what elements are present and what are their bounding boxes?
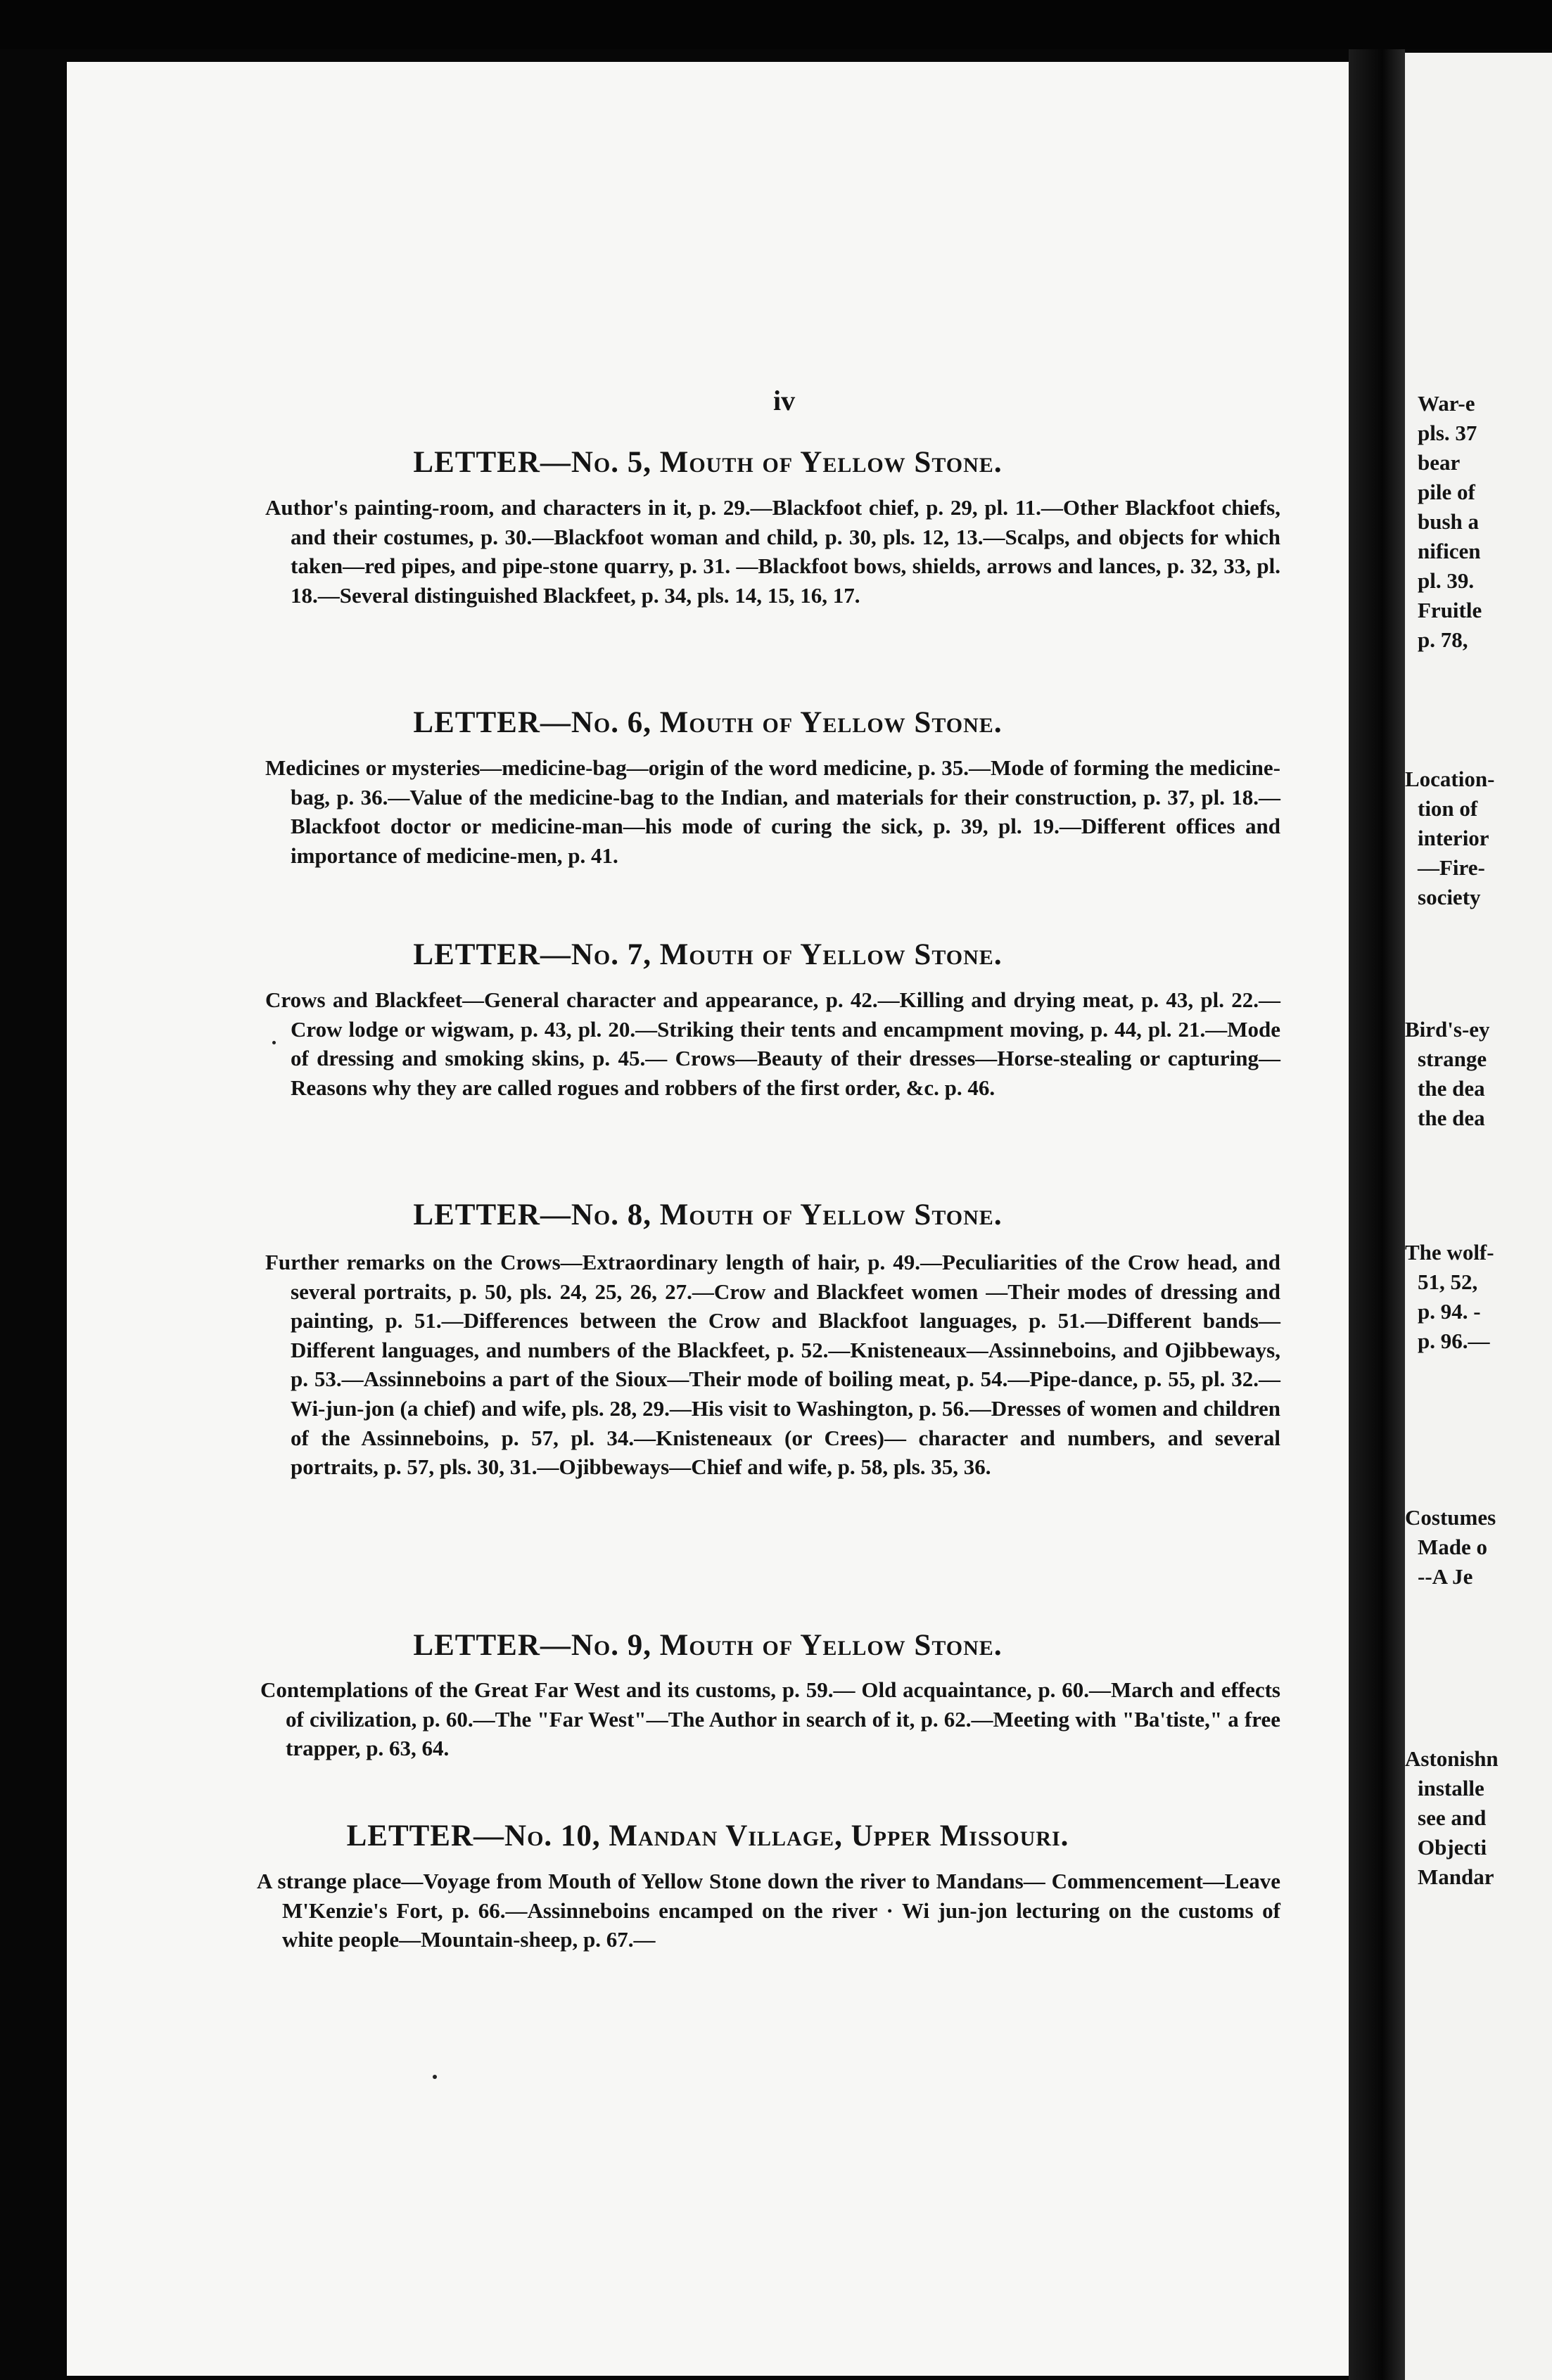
letter-6-heading: LETTER—No. 6, Mouth of Yellow Stone. — [413, 706, 1003, 739]
adjacent-line: p. 96.— — [1418, 1329, 1490, 1353]
letter-8-body: Further remarks on the Crows—Extraordinary length of hair, p. 49.—Peculiarities of the Crow head, and several portraits, p. 50, pls. 24, 25, 26, 27.—Crow and Blackfeet women —Their modes of dressing and painting, p. 51.—Differences between the Crow and Blackfoot languages, p. 51.—Different bands—Different languages, and numbers of the Blackfeet, p. 52.—Knisteneaux—Assinneboins, and Ojibbeways, p. 53.—Assinneboins a part of the Sioux—Their mode of boiling meat, p. 54.—Pipe-dance, p. 55, pl. 32.— Wi-jun-jon (a chief) and wife, pls. 28, 29.—His visit to Washington, p. 56.—Dresses of women and children of the Assinneboins, p. 57, pl. 34.—Knisteneaux (or Crees)— character and numbers, and several portraits, p. 57, pls. 30, 31.—Ojibbeways—Chief and wife, p. 58, pls. 35, 36. — [265, 1250, 1280, 1480]
book-page — [67, 62, 1349, 2376]
letter-5-heading: LETTER—No. 5, Mouth of Yellow Stone. — [413, 446, 1003, 479]
adjacent-line: pl. 39. — [1418, 568, 1475, 593]
adjacent-line: society — [1418, 885, 1481, 909]
adjacent-line: 51, 52, — [1418, 1269, 1478, 1294]
letter-7-body: Crows and Blackfeet—General character and appearance, p. 42.—Killing and drying meat, p. 43, pl. 22.—Crow lodge or wigwam, p. 43, pl. 20.—Striking their tents and encampment moving, p. 44, pl. 21.—Mode of dressing and smoking skins, p. 45.— Crows—Beauty of their dresses—Horse-stealing or capturing—Reasons why they are called rogues and robbers of the first order, &c. p. 46. — [265, 987, 1280, 1100]
adjacent-line: bush a — [1418, 509, 1480, 534]
adjacent-line: tion of — [1418, 796, 1478, 821]
adjacent-line: Objecti — [1418, 1835, 1487, 1860]
scan-speck — [433, 2075, 437, 2079]
adjacent-line: pls. 37 — [1418, 421, 1477, 445]
letter-7-heading: LETTER—No. 7, Mouth of Yellow Stone. — [413, 938, 1003, 971]
letter-6-body: Medicines or mysteries—medicine-bag—origin of the word medicine, p. 35.—Mode of forming the medicine-bag, p. 36.—Value of the medicine-bag to the Indian, and materials for their construction, p. 37, pl. 18.—Blackfoot doctor or medicine-man—his mode of curing the sick, p. 39, pl. 19.—Different offices and importance of medicine-men, p. 41. — [265, 755, 1280, 868]
page-number: iv — [773, 385, 796, 416]
scan-top-edge — [0, 0, 1552, 49]
adjacent-line: bear — [1418, 450, 1461, 475]
letter-9-heading: LETTER—No. 9, Mouth of Yellow Stone. — [413, 1629, 1003, 1662]
letter-10-heading: LETTER—No. 10, Mandan Village, Upper Missouri. — [346, 1819, 1069, 1853]
adjacent-line: see and — [1418, 1805, 1487, 1830]
adjacent-line: Made o — [1418, 1535, 1488, 1559]
adjacent-line: the dea — [1418, 1076, 1485, 1101]
adjacent-line: Mandar — [1418, 1864, 1494, 1889]
adjacent-line: installe — [1418, 1776, 1484, 1800]
letter-9-body: Contemplations of the Great Far West and its customs, p. 59.— Old acquaintance, p. 60.—March and effects of civilization, p. 60.—The "Far West"—The Author in search of it, p. 62.—Meeting with "Ba'tiste," a free trapper, p. 63, 64. — [260, 1677, 1280, 1761]
adjacent-line: —Fire- — [1418, 855, 1485, 880]
adjacent-line: --A Je — [1418, 1564, 1473, 1589]
adjacent-line: Fruitle — [1418, 598, 1482, 622]
adjacent-line: Astonishn — [1405, 1746, 1499, 1771]
letter-5-body: Author's painting-room, and characters in it, p. 29.—Blackfoot chief, p. 29, pl. 11.—Other Blackfoot chiefs, and their costumes, p. 30.—Blackfoot woman and child, p. 30, pls. 12, 13.—Scalps, and objects for which taken—red pipes, and pipe-stone quarry, p. 31. —Blackfoot bows, shields, arrows and lances, p. 32, 33, pl. 18.—Several distinguished Blackfeet, p. 34, pls. 14, 15, 16, 17. — [265, 495, 1280, 608]
adjacent-line: p. 94. - — [1418, 1299, 1481, 1324]
adjacent-line: p. 78, — [1418, 627, 1468, 652]
adjacent-line: interior — [1418, 826, 1489, 850]
adjacent-line: pile of — [1418, 480, 1475, 504]
adjacent-page — [1405, 53, 1552, 2380]
adjacent-line: The wolf- — [1405, 1240, 1494, 1265]
adjacent-line: War-e — [1418, 391, 1475, 416]
adjacent-line: strange — [1418, 1047, 1487, 1071]
letter-8-heading: LETTER—No. 8, Mouth of Yellow Stone. — [413, 1198, 1003, 1231]
adjacent-line: Location- — [1405, 767, 1495, 791]
adjacent-line: Bird's-ey — [1405, 1017, 1490, 1042]
book-gutter — [1349, 49, 1405, 2380]
adjacent-line: Costumes — [1405, 1505, 1496, 1530]
adjacent-line: the dea — [1418, 1106, 1485, 1130]
adjacent-line: nificen — [1418, 539, 1481, 563]
scan-speck — [272, 1041, 276, 1044]
letter-10-body: A strange place—Voyage from Mouth of Yellow Stone down the river to Mandans— Commencement—Leave M'Kenzie's Fort, p. 66.—Assinneboins encamped on the river · Wi jun-jon lecturing on the customs of white people—Mountain-sheep, p. 67.— — [257, 1869, 1280, 1952]
